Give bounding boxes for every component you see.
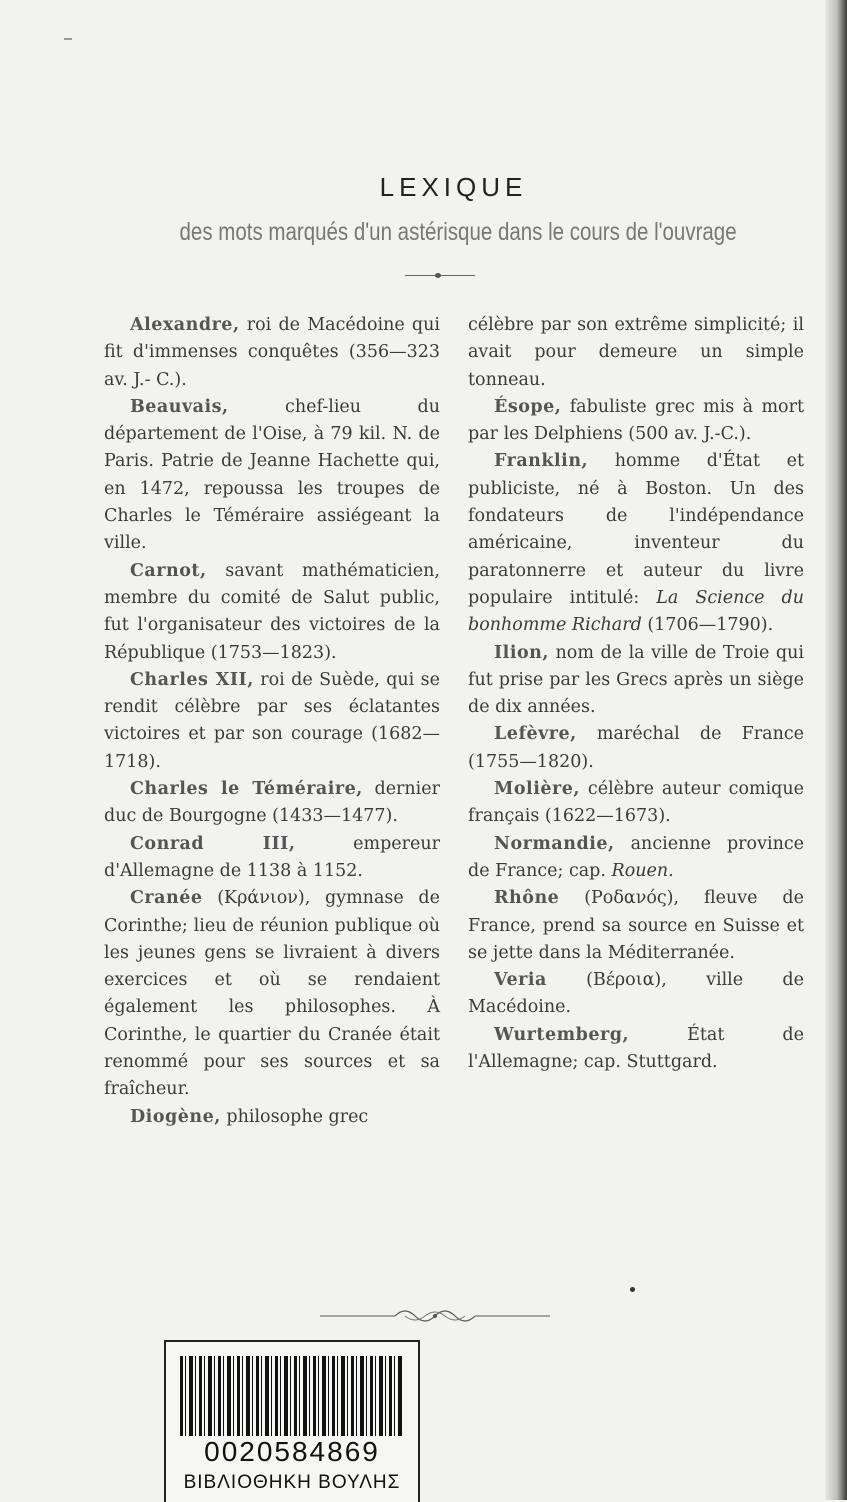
entry-text: fabuliste grec mis à mort par les Delphiens (500 av. J.-C.).	[468, 396, 804, 445]
entry-term: Charles le Téméraire,	[130, 779, 363, 800]
entry-term: Charles XII,	[130, 669, 254, 690]
entry-term: Molière,	[494, 779, 580, 800]
entry-diogene	[104, 1104, 440, 1131]
right-column	[468, 312, 804, 1076]
page-edge-shadow	[825, 0, 847, 1500]
entry-term: Normandie,	[494, 833, 615, 854]
scan-mark	[64, 38, 72, 40]
entry-term: Rhône	[494, 888, 560, 909]
entry-text: homme d'État et publiciste, né à Boston. Un des fondateurs de l'indépendance américaine, inventeur du paratonnerre et auteur du livre populaire intitulé:	[468, 451, 804, 608]
entry-diogene-continuation: célèbre par son extrême simplicité; il avait pour demeure un simple tonneau.	[468, 315, 804, 390]
entry-beauvais	[104, 394, 440, 558]
title-divider	[405, 275, 475, 276]
entry-normandie	[468, 831, 804, 886]
page-subtitle: des mots marqués d'un astérisque dans le cours de l'ouvrage	[179, 218, 737, 246]
ink-dot	[630, 1287, 635, 1292]
entry-term: Lefèvre,	[494, 724, 577, 745]
entry-lefevre	[468, 721, 804, 776]
ornament-divider	[320, 1306, 550, 1326]
entry-text: État de l'Allemagne; cap. Stuttgard.	[468, 1024, 804, 1073]
entry-alexandre	[104, 312, 440, 394]
entry-carnot	[104, 558, 440, 667]
entry-text: savant mathématicien, membre du comité de Salut public, fut l'organisateur des victoires de la République (1753—1823).	[104, 560, 440, 663]
entry-text: (Βέροια), ville de Macédoine.	[468, 970, 804, 1018]
entry-text: roi de Macédoine qui fit d'immenses conquêtes (356—323 av. J.- C.).	[104, 315, 440, 390]
entry-term: Veria	[494, 970, 547, 991]
entry-rhone	[468, 885, 804, 967]
entry-text: célèbre auteur comique français (1622—1673).	[468, 779, 804, 827]
entry-text: chef-lieu du département de l'Oise, à 79 kil. N. de Paris. Patrie de Jeanne Hachette qui, en 1472, repoussa les troupes de Charles le Téméraire assiégeant la ville.	[104, 396, 440, 554]
entry-text: empereur d'Allemagne de 1138 à 1152.	[104, 833, 440, 881]
entry-text: dernier duc de Bourgogne (1433—1477).	[104, 779, 441, 827]
barcode	[180, 1356, 402, 1436]
entry-wurtemberg	[468, 1022, 804, 1077]
entry-text: philosophe grec	[220, 1106, 369, 1127]
entry-text: (Ροδανός), fleuve de France, prend sa source en Suisse et se jette dans la Méditerranée.	[468, 888, 804, 963]
entry-term: Carnot,	[130, 560, 207, 581]
library-stamp	[164, 1340, 420, 1502]
entry-term: Beauvais,	[130, 396, 229, 417]
entry-ilion	[468, 640, 804, 722]
entry-esope	[468, 394, 804, 449]
entry-term: Alexandre,	[130, 315, 240, 335]
barcode-number: 0020584869	[204, 1436, 380, 1467]
entry-text: maréchal de France (1755—1820).	[468, 724, 804, 772]
entry-text: roi de Suède, qui se rendit célèbre par ses éclatantes victoires et par son courage (1682—1718).	[104, 669, 441, 772]
entry-charles-le-temeraire	[104, 776, 440, 831]
entry-text: (Κράνιον), gymnase de Corinthe; lieu de réunion publique où les jeunes gens se livraient à divers exercices et où se rendaient également les philosophes. À Corinthe, le quartier du Cranée était renommé pour ses sources et sa fraîcheur.	[104, 888, 440, 1100]
entry-moliere	[468, 776, 804, 831]
entry-text: nom de la ville de Troie qui fut prise par les Grecs après un siège de dix années.	[468, 642, 804, 718]
entry-term: Cranée	[130, 888, 203, 909]
book-title: La Science du bonhomme Richard	[468, 587, 804, 636]
page-title: LEXIQUE	[379, 172, 528, 202]
entry-term: Diogène,	[130, 1106, 221, 1127]
entry-franklin	[468, 448, 804, 639]
entry-cranee	[104, 885, 440, 1103]
left-column	[104, 312, 440, 1131]
capital-name: Rouen.	[611, 860, 674, 881]
entry-veria	[468, 967, 804, 1022]
entry-term: Ilion,	[494, 642, 549, 663]
entry-term: Wurtemberg,	[494, 1024, 630, 1045]
entry-term: Ésope,	[494, 396, 562, 417]
entry-charles-xii	[104, 667, 440, 776]
entry-text: (1706—1790).	[641, 615, 774, 636]
library-name: ΒΙΒΛΙΟΘΗΚΗ ΒΟΥΛΗΣ	[183, 1472, 401, 1493]
entry-term: Conrad III,	[130, 833, 296, 854]
entry-term: Franklin,	[494, 451, 589, 472]
entry-text: ancienne province de France; cap.	[468, 833, 804, 881]
entry-conrad-iii	[104, 831, 440, 886]
